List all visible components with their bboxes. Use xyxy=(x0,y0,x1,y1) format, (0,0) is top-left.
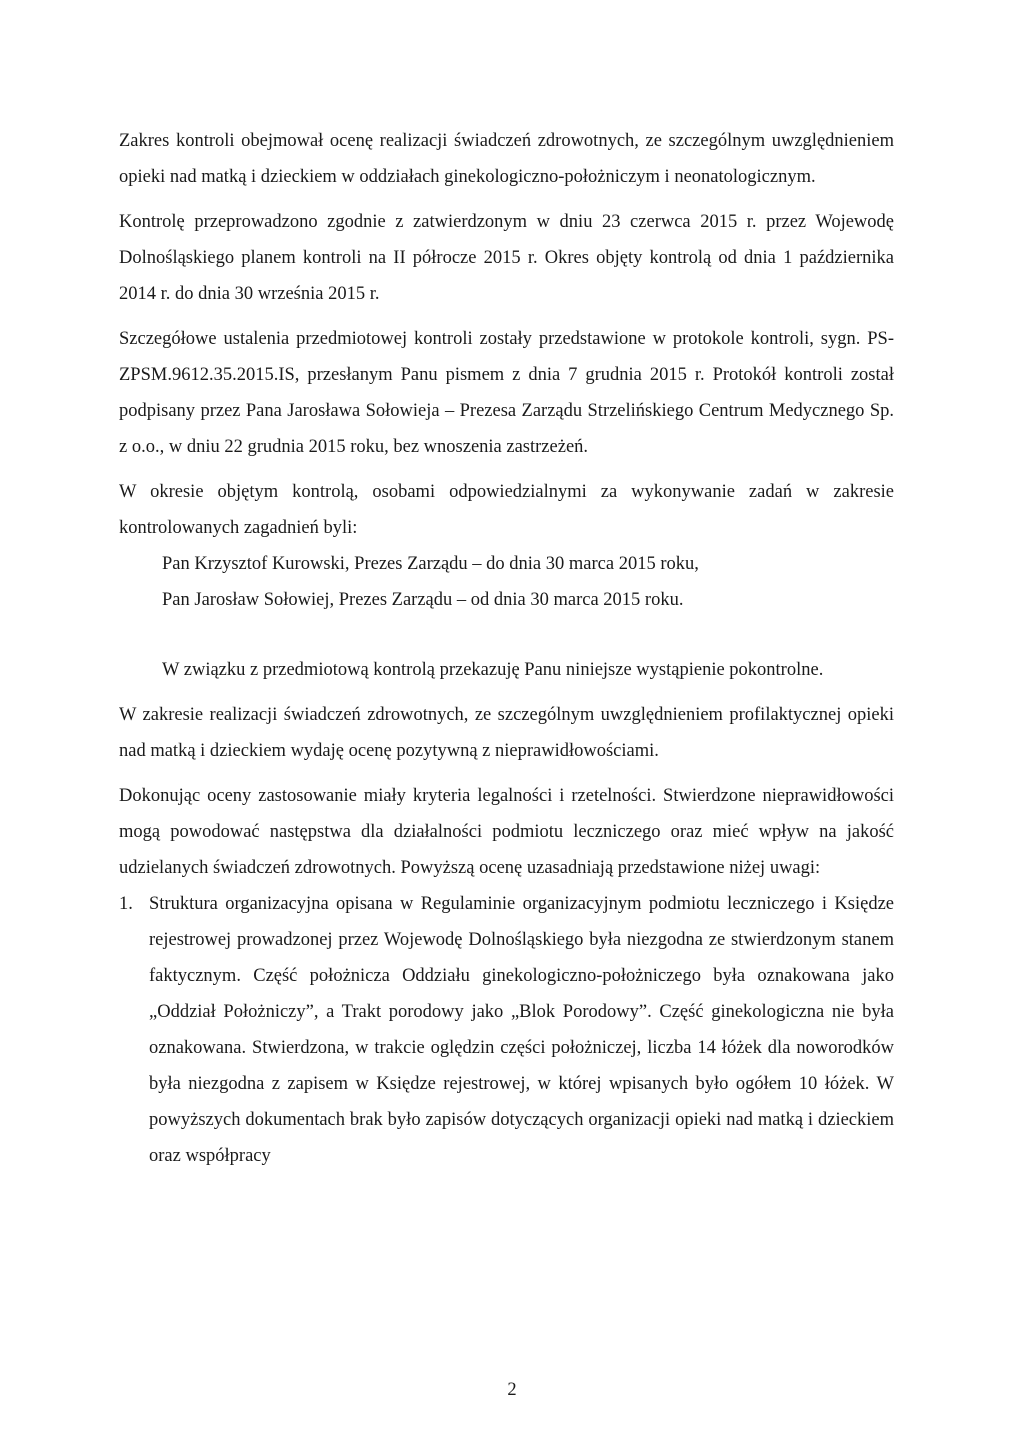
paragraph-assessment: W zakresie realizacji świadczeń zdrowotnych, ze szczególnym uwzględnieniem profilaktycznej opieki nad matką i dzieckiem wydaję ocenę pozytywną z nieprawidłowościami. xyxy=(119,705,894,761)
paragraph-control-plan: Kontrolę przeprowadzono zgodnie z zatwierdzonym w dniu 23 czerwca 2015 r. przez Wojewodę Dolnośląskiego planem kontroli na II półrocze 2015 r. Okres objęty kontrolą od dnia 1 października 2014 r. do dnia 30 września 2015 r. xyxy=(119,212,894,304)
responsible-persons-list xyxy=(119,546,894,618)
document-body xyxy=(119,123,894,1174)
finding-list-item-1 xyxy=(119,886,894,1174)
paragraph-responsible-persons: W okresie objętym kontrolą, osobami odpowiedzialnymi za wykonywanie zadań w zakresie kontrolowanych zagadnień byli: xyxy=(119,482,894,538)
page-number: 2 xyxy=(507,1380,517,1400)
paragraph-scope: Zakres kontroli obejmował ocenę realizacji świadczeń zdrowotnych, ze szczególnym uwzględnieniem opieki nad matką i dzieckiem w oddziałach ginekologiczno-położniczym i neonatologicznym. xyxy=(119,131,894,187)
paragraph-criteria: Dokonując oceny zastosowanie miały kryteria legalności i rzetelności. Stwierdzone nieprawidłowości mogą powodować następstwa dla działalności podmiotu leczniczego oraz mieć wpływ na jakość udzielanych świadczeń zdrowotnych. Powyższą ocenę uzasadniają przedstawione niżej uwagi: xyxy=(119,786,894,878)
list-item-number: 1. xyxy=(119,894,133,914)
person-entry-1: Pan Krzysztof Kurowski, Prezes Zarządu – do dnia 30 marca 2015 roku, xyxy=(162,554,699,574)
list-item-text: Struktura organizacyjna opisana w Regulaminie organizacyjnym podmiotu leczniczego i Księdze rejestrowej prowadzonej przez Wojewodę Dolnośląskiego była niezgodna ze stwierdzonym stanem faktycznym. Część położnicza Oddziału ginekologiczno-położniczego była oznakowana jako „Oddział Położniczy”, a Trakt porodowy jako „Blok Porodowy”. Część ginekologiczna nie była oznakowana. Stwierdzona, w trakcie oględzin części położniczej, liczba 14 łóżek dla noworodków była niezgodna z zapisem w Księdze rejestrowej, w której wpisanych było ogółem 10 łóżek. W powyższych dokumentach brak było zapisów dotyczących organizacji opieki nad matką i dzieckiem oraz współpracy xyxy=(149,894,894,1166)
person-entry-2: Pan Jarosław Sołowiej, Prezes Zarządu – od dnia 30 marca 2015 roku. xyxy=(162,590,684,610)
paragraph-post-control-statement: W związku z przedmiotową kontrolą przekazuję Panu niniejsze wystąpienie pokontrolne. xyxy=(162,660,824,680)
paragraph-protocol: Szczegółowe ustalenia przedmiotowej kontroli zostały przedstawione w protokole kontroli, sygn. PS-ZPSM.9612.35.2015.IS, przesłanym Panu pismem z dnia 7 grudnia 2015 r. Protokół kontroli został podpisany przez Pana Jarosława Sołowieja – Prezesa Zarządu Strzelińskiego Centrum Medycznego Sp. z o.o., w dniu 22 grudnia 2015 roku, bez wnoszenia zastrzeżeń. xyxy=(119,329,894,457)
